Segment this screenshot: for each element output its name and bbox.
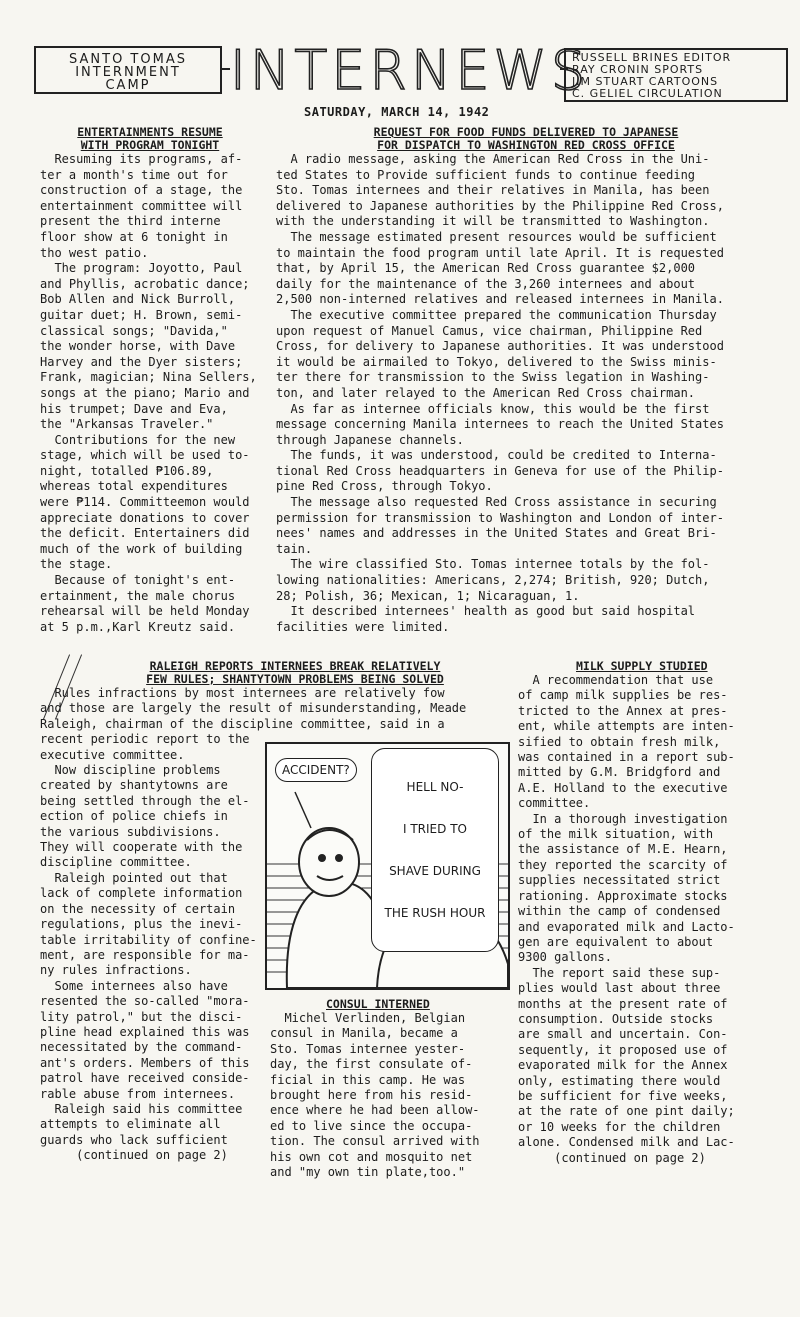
article-line: were ₱114. Committeemon would bbox=[40, 495, 250, 510]
consul-headline: CONSUL INTERNED bbox=[326, 997, 430, 1011]
article-line: lack of complete information bbox=[40, 886, 243, 901]
article-line: The funds, it was understood, could be credited to Interna- bbox=[276, 448, 717, 463]
article-line: 28; Polish, 36; Mexican, 1; Nicaraguan, 1. bbox=[276, 588, 580, 603]
article-line: lity patrol," but the disci- bbox=[40, 1009, 243, 1024]
article-line: alone. Condensed milk and Lac- bbox=[518, 1135, 735, 1150]
article-line: of the milk situation, with bbox=[518, 827, 714, 842]
article-line: attempts to eliminate all bbox=[40, 1117, 221, 1132]
article-line: consumption. Outside stocks bbox=[518, 1011, 714, 1026]
article-line: at the rate of one pint daily; bbox=[518, 1104, 735, 1119]
article-line: with the understanding it will be transmitted to Washington. bbox=[276, 214, 710, 229]
article-line: The executive committee prepared the communication Thursday bbox=[276, 307, 717, 322]
article-line: be sufficient for five weeks, bbox=[518, 1088, 728, 1103]
article-line: ent, while attempts are inten- bbox=[518, 719, 735, 734]
article-line: ny rules infractions. bbox=[40, 963, 192, 978]
article-line: mitted by G.M. Bridgford and bbox=[518, 765, 721, 780]
article-line: ence where he had been allow- bbox=[270, 1103, 480, 1118]
article-line: tain. bbox=[276, 541, 313, 556]
article-line: resented the so-called "mora- bbox=[40, 994, 250, 1009]
article-line: or 10 weeks for the children bbox=[518, 1119, 721, 1134]
article-line: A recommendation that use bbox=[518, 673, 714, 687]
article-line: the assistance of M.E. Hearn, bbox=[518, 842, 728, 857]
milk-body bbox=[518, 673, 788, 1166]
article-line: ertainment, the male chorus bbox=[40, 588, 236, 603]
article-line: tional Red Cross headquarters in Geneva for use of the Philip- bbox=[276, 463, 724, 478]
article-line: that, by April 15, the American Red Cross guarantee $2,000 bbox=[276, 261, 696, 276]
camp-name-line: INTERNMENT bbox=[75, 65, 181, 80]
milk-headline: MILK SUPPLY STUDIED bbox=[576, 659, 708, 673]
article-line: The wire classified Sto. Tomas internee totals by the fol- bbox=[276, 557, 710, 572]
article-line: Rules infractions by most internees are relatively fow bbox=[40, 686, 445, 700]
article-line: and "my own tin plate,too." bbox=[270, 1165, 466, 1180]
article-line: table irritability of confine- bbox=[40, 932, 257, 947]
article-line: consul in Manila, became a bbox=[270, 1026, 458, 1041]
article-line: night, totalled ₱106.89, bbox=[40, 463, 214, 478]
entertainment-headline bbox=[40, 126, 260, 152]
staff-line: RAY CRONIN SPORTS bbox=[572, 63, 704, 76]
article-line: the deficit. Entertainers did bbox=[40, 526, 250, 541]
camp-name-line: CAMP bbox=[105, 78, 151, 93]
article-line: ment, are responsible for ma- bbox=[40, 947, 250, 962]
article-line: Now discipline problems bbox=[40, 763, 221, 778]
article-line: ton, and later relayed to the American Red Cross chairman. bbox=[276, 385, 696, 400]
article-line: plies would last about three bbox=[518, 981, 721, 996]
article-line: pine Red Cross, through Tokyo. bbox=[276, 479, 493, 494]
article-line: rehearsal will be held Monday bbox=[40, 604, 250, 619]
entertainment-body bbox=[40, 152, 280, 635]
article-line: Sto. Tomas internees and their relatives in Manila, has been bbox=[276, 183, 710, 198]
article-line: The program: Joyotto, Paul bbox=[40, 261, 243, 276]
article-line: ter there for transmission to the Swiss legation in Washing- bbox=[276, 370, 710, 385]
article-line: much of the work of building bbox=[40, 541, 243, 556]
article-line: brought here from his resid- bbox=[270, 1088, 473, 1103]
article-line: message concerning Manila internees to reach the United States bbox=[276, 417, 724, 432]
article-line: Bob Allen and Nick Burroll, bbox=[40, 292, 236, 307]
article-line: 2,500 non-interned relatives and released internees in Manila. bbox=[276, 292, 724, 307]
article-line: Contributions for the new bbox=[40, 432, 236, 447]
article-line: nees' names and addresses in the United States and Great Bri- bbox=[276, 526, 717, 541]
article-line: created by shantytowns are bbox=[40, 778, 228, 793]
article-line: Cross, for delivery to Japanese authorities. It was understood bbox=[276, 339, 724, 354]
article-line: ant's orders. Members of this bbox=[40, 1055, 250, 1070]
article-line: Because of tonight's ent- bbox=[40, 573, 236, 588]
article-line: the wonder horse, with Dave bbox=[40, 339, 236, 354]
food-funds-article bbox=[276, 126, 776, 635]
article-line: only, estimating there would bbox=[518, 1073, 721, 1088]
article-line: on the necessity of certain bbox=[40, 901, 236, 916]
article-line: supplies necessitated strict bbox=[518, 873, 721, 888]
article-line: Raleigh pointed out that bbox=[40, 870, 228, 885]
article-line: (continued on page 2) bbox=[40, 1148, 228, 1163]
article-line: ter a month's time out for bbox=[40, 167, 228, 182]
article-line: tion. The consul arrived with bbox=[270, 1134, 480, 1149]
article-line: it would be airmailed to Tokyo, delivered to the Swiss minis- bbox=[276, 354, 717, 369]
article-line: daily for the maintenance of the 3,260 internees and about bbox=[276, 276, 696, 291]
raleigh-lead bbox=[40, 686, 510, 748]
article-line: sified to obtain fresh milk, bbox=[518, 734, 721, 749]
article-line: the "Arkansas Traveler." bbox=[40, 417, 214, 432]
article-line: tricted to the Annex at pres- bbox=[518, 703, 728, 718]
speech-bubble-right bbox=[371, 748, 499, 952]
article-line: to maintain the food program until late April. It is requested bbox=[276, 245, 724, 260]
article-line: It described internees' health as good but said hospital bbox=[276, 604, 696, 619]
article-line: pline head explained this was bbox=[40, 1024, 250, 1039]
article-line: ection of police chiefs in bbox=[40, 809, 228, 824]
article-line: In a thorough investigation bbox=[518, 811, 728, 826]
headline-line: FOR DISPATCH TO WASHINGTON RED CROSS OFFICE bbox=[377, 138, 675, 152]
article-line: regulations, plus the inevi- bbox=[40, 917, 243, 932]
article-line: necessitated by the command- bbox=[40, 1040, 243, 1055]
article-line: patrol have received conside- bbox=[40, 1071, 250, 1086]
article-line: songs at the piano; Mario and bbox=[40, 385, 250, 400]
masthead bbox=[34, 40, 784, 106]
article-line: gen are equivalent to about bbox=[518, 934, 714, 949]
bubble-line: SHAVE DURING bbox=[389, 864, 481, 878]
newspaper-title: INTERNEWS bbox=[230, 39, 590, 102]
article-line: The message estimated present resources would be sufficient bbox=[276, 229, 717, 244]
bubble-line: HELL NO- bbox=[406, 780, 464, 794]
headline-line: WITH PROGRAM TONIGHT bbox=[80, 138, 220, 152]
staff-box bbox=[564, 48, 788, 102]
article-line: executive committee. bbox=[40, 747, 185, 762]
cartoon bbox=[265, 742, 510, 990]
article-line: and Phyllis, acrobatic dance; bbox=[40, 276, 250, 291]
article-line: floor show at 6 tonight in bbox=[40, 229, 228, 244]
article-line: stage, which will be used to- bbox=[40, 448, 250, 463]
consul-article bbox=[270, 998, 514, 1180]
bubble-line: THE RUSH HOUR bbox=[384, 906, 486, 920]
headline-line: ENTERTAINMENTS RESUME bbox=[77, 125, 223, 139]
masthead-rule bbox=[222, 68, 230, 70]
article-line: The report said these sup- bbox=[518, 965, 721, 980]
article-line: through Japanese channels. bbox=[276, 432, 464, 447]
article-line: Harvey and the Dyer sisters; bbox=[40, 354, 243, 369]
consul-body bbox=[270, 1011, 514, 1180]
article-line: The message also requested Red Cross assistance in securing bbox=[276, 495, 717, 510]
milk-article bbox=[518, 660, 788, 1166]
article-line: whereas total expenditures bbox=[40, 479, 228, 494]
article-line: ed to live since the occupa- bbox=[270, 1118, 473, 1133]
article-line: Sto. Tomas internee yester- bbox=[270, 1041, 466, 1056]
article-line: facilities were limited. bbox=[276, 619, 450, 634]
article-line: present the third interne bbox=[40, 214, 221, 229]
article-line: recent periodic report to the bbox=[40, 732, 250, 747]
article-line: rable abuse from internees. bbox=[40, 1086, 236, 1101]
article-line: Raleigh, chairman of the discipline committee, said in a bbox=[40, 716, 445, 731]
food-funds-headline bbox=[276, 126, 776, 152]
staff-line: JIM STUART CARTOONS bbox=[572, 75, 719, 88]
article-line: As far as internee officials know, this would be the first bbox=[276, 401, 710, 416]
article-line: and evaporated milk and Lacto- bbox=[518, 919, 735, 934]
bubble-line: I TRIED TO bbox=[403, 822, 467, 836]
article-line: classical songs; "Davida," bbox=[40, 323, 228, 338]
article-line: sequently, it proposed use of bbox=[518, 1042, 728, 1057]
issue-date: SATURDAY, MARCH 14, 1942 bbox=[304, 105, 490, 119]
article-line: (continued on page 2) bbox=[518, 1150, 706, 1165]
article-line: delivered to Japanese authorities by the Philippine Red Cross, bbox=[276, 198, 724, 213]
article-line: rationing. Approximate stocks bbox=[518, 888, 728, 903]
article-line: A.E. Holland to the executive bbox=[518, 780, 728, 795]
article-line: entertainment committee will bbox=[40, 198, 243, 213]
article-line: committee. bbox=[518, 796, 591, 811]
article-line: lowing nationalities: Americans, 2,274; British, 920; Dutch, bbox=[276, 573, 710, 588]
camp-name-box bbox=[34, 46, 222, 94]
article-line: the stage. bbox=[40, 557, 113, 572]
article-line: at 5 p.m.,Karl Kreutz said. bbox=[40, 619, 236, 634]
article-line: evaporated milk for the Annex bbox=[518, 1058, 728, 1073]
headline-line: FEW RULES; SHANTYTOWN PROBLEMS BEING SOLVED bbox=[146, 672, 444, 686]
article-line: they reported the scarcity of bbox=[518, 857, 728, 872]
raleigh-headline bbox=[40, 660, 510, 686]
article-line: his own cot and mosquito net bbox=[270, 1149, 473, 1164]
staff-line: C. GELIEL CIRCULATION bbox=[572, 87, 723, 100]
article-line: of camp milk supplies be res- bbox=[518, 688, 728, 703]
article-line: Some internees also have bbox=[40, 978, 228, 993]
headline-line: REQUEST FOR FOOD FUNDS DELIVERED TO JAPANESE bbox=[373, 125, 679, 139]
article-line: guards who lack sufficient bbox=[40, 1132, 228, 1147]
article-line: appreciate donations to cover bbox=[40, 510, 250, 525]
article-line: ficial in this camp. He was bbox=[270, 1072, 466, 1087]
article-line: A radio message, asking the American Red Cross in the Uni- bbox=[276, 152, 710, 166]
article-line: permission for transmission to Washington and London of inter- bbox=[276, 510, 724, 525]
entertainment-article bbox=[40, 126, 280, 635]
headline-line: RALEIGH REPORTS INTERNEES BREAK RELATIVELY bbox=[149, 659, 441, 673]
article-line: within the camp of condensed bbox=[518, 904, 721, 919]
article-line: being settled through the el- bbox=[40, 793, 250, 808]
article-line: the various subdivisions. bbox=[40, 824, 221, 839]
article-line: ted States to Provide sufficient funds to continue feeding bbox=[276, 167, 696, 182]
article-line: day, the first consulate of- bbox=[270, 1057, 473, 1072]
article-line: Frank, magician; Nina Sellers, bbox=[40, 370, 257, 385]
article-line: discipline committee. bbox=[40, 855, 192, 870]
article-line: upon request of Manuel Camus, vice chairman, Philippine Red bbox=[276, 323, 703, 338]
article-line: construction of a stage, the bbox=[40, 183, 243, 198]
food-funds-body bbox=[276, 152, 776, 635]
article-line: are small and uncertain. Con- bbox=[518, 1027, 728, 1042]
article-line: was contained in a report sub- bbox=[518, 750, 735, 765]
article-line: Raleigh said his committee bbox=[40, 1101, 243, 1116]
article-line: guitar duet; H. Brown, semi- bbox=[40, 307, 243, 322]
article-line: Resuming its programs, af- bbox=[40, 152, 243, 166]
article-line: his trumpet; Dave and Eva, bbox=[40, 401, 228, 416]
article-line: months at the present rate of bbox=[518, 996, 728, 1011]
camp-name-line: SANTO TOMAS bbox=[69, 52, 187, 67]
staff-line: RUSSELL BRINES EDITOR bbox=[572, 51, 732, 64]
article-line: and those are largely the result of misunderstanding, Meade bbox=[40, 701, 467, 716]
article-line: They will cooperate with the bbox=[40, 840, 243, 855]
speech-bubble-left: ACCIDENT? bbox=[275, 758, 357, 782]
article-line: 9300 gallons. bbox=[518, 950, 612, 965]
article-line: tho west patio. bbox=[40, 245, 149, 260]
article-line: Michel Verlinden, Belgian bbox=[270, 1011, 466, 1025]
